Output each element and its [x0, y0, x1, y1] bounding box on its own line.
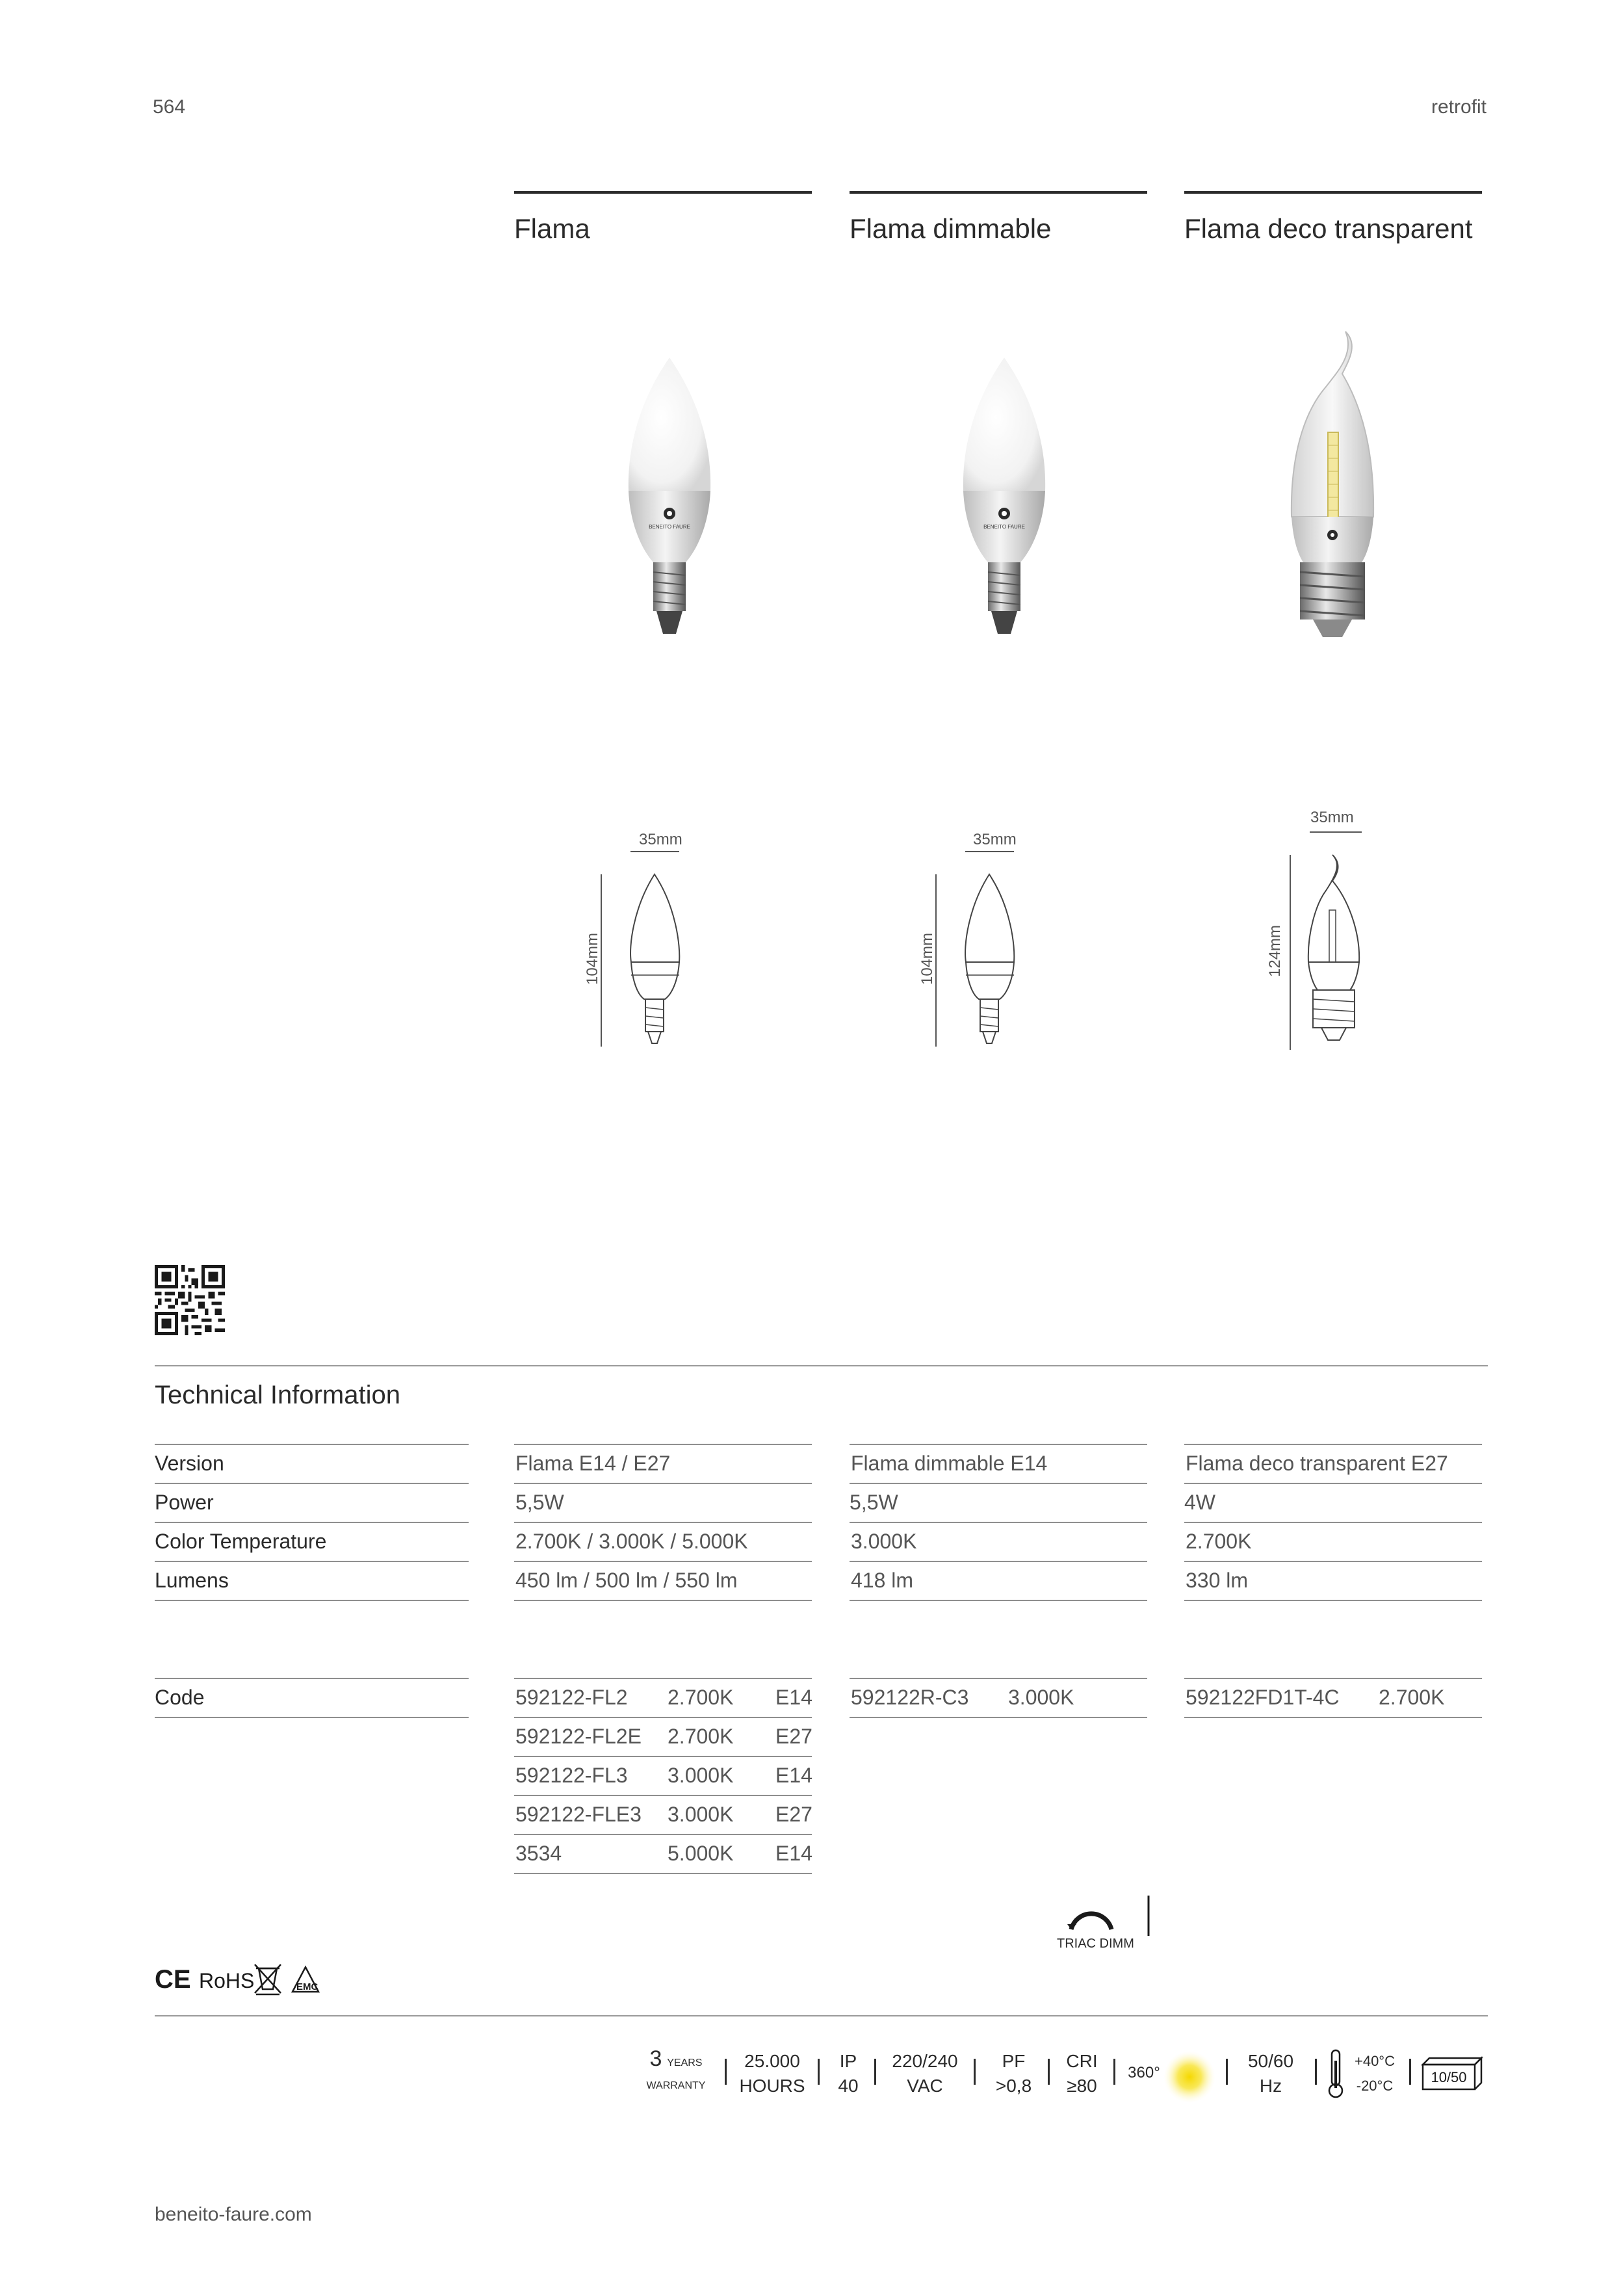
code-base: E27 [775, 1803, 812, 1826]
lumens-value: 330 lm [1186, 1569, 1249, 1592]
icon-separator [1409, 2059, 1411, 2085]
certification-icons [155, 1961, 330, 1997]
row-rule [1184, 1600, 1482, 1601]
row-rule [1184, 1522, 1482, 1523]
code-temp: 3.000K [1008, 1686, 1074, 1709]
row-rule [155, 1600, 469, 1601]
row-rule [514, 1795, 812, 1796]
icon-separator [1048, 2059, 1050, 2085]
product-photo-flama [621, 354, 718, 647]
weee-bin-icon [255, 1964, 281, 1994]
product-rule-1 [514, 191, 812, 194]
voltage-label: VAC [907, 2076, 943, 2096]
row-rule [850, 1444, 1147, 1445]
section-name: retrofit [1431, 96, 1487, 118]
lifetime-hours-icon [736, 2049, 808, 2098]
label-color-temp: Color Temperature [155, 1530, 327, 1553]
product-title-2: Flama dimmable [850, 213, 1052, 244]
code-cell: 592122-FL2 [515, 1686, 628, 1709]
code-temp: 5.000K [668, 1842, 734, 1865]
row-rule [850, 1600, 1147, 1601]
cri-icon [1054, 2049, 1110, 2098]
product-photo-flama-dimmable [955, 354, 1053, 647]
ip-rating-icon [829, 2049, 868, 2098]
code-base: E27 [775, 1725, 812, 1748]
product-rule-2 [850, 191, 1147, 194]
label-power: Power [155, 1491, 214, 1514]
voltage-icon [883, 2049, 967, 2098]
row-rule [514, 1561, 812, 1562]
code-temp: 3.000K [668, 1764, 734, 1787]
row-rule [155, 1444, 469, 1445]
dim-drawing-flama-deco [1277, 829, 1388, 1053]
code-cell: 592122-FLE3 [515, 1803, 642, 1826]
product-title-1: Flama [514, 213, 590, 244]
row-rule [850, 1717, 1147, 1718]
hours-label: HOURS [739, 2076, 805, 2096]
version-value: Flama E14 / E27 [515, 1452, 671, 1475]
cri-label: CRI [1066, 2051, 1098, 2071]
temp-min: -20°C [1356, 2078, 1394, 2094]
version-value: Flama deco transparent E27 [1186, 1452, 1448, 1475]
icon-separator [874, 2059, 876, 2085]
row-rule [514, 1873, 812, 1874]
ip-label: IP [839, 2051, 857, 2071]
row-rule [514, 1678, 812, 1679]
lumens-value: 418 lm [851, 1569, 914, 1592]
row-rule [1184, 1678, 1482, 1679]
label-code: Code [155, 1686, 205, 1709]
row-rule [514, 1600, 812, 1601]
icon-separator [1226, 2059, 1228, 2085]
frequency-icon [1235, 2049, 1306, 2098]
row-rule [850, 1483, 1147, 1484]
ip-value: 40 [838, 2076, 859, 2096]
dim-drawing-flama-dimmable [929, 848, 1040, 1050]
power-value: 5,5W [850, 1491, 898, 1514]
row-rule [155, 1483, 469, 1484]
dim-drawing-flama [595, 848, 705, 1050]
warranty-years: 3 [649, 2046, 662, 2071]
freq-label: Hz [1259, 2076, 1282, 2096]
dim-height-2: 104mm [918, 932, 936, 985]
section-title: Technical Information [155, 1381, 400, 1409]
dim-width-1: 35mm [639, 831, 682, 848]
icon-separator [725, 2059, 727, 2085]
row-rule [1184, 1717, 1482, 1718]
code-temp: 2.700K [668, 1725, 734, 1748]
row-rule [514, 1522, 812, 1523]
dim-height-1: 104mm [584, 932, 601, 985]
row-rule [514, 1483, 812, 1484]
freq-value: 50/60 [1247, 2051, 1294, 2071]
cri-value: ≥80 [1067, 2076, 1097, 2096]
pf-label: PF [1002, 2051, 1026, 2071]
website-link[interactable]: beneito-faure.com [155, 2204, 312, 2225]
icon-separator [1113, 2059, 1115, 2085]
row-rule [850, 1561, 1147, 1562]
page-number: 564 [153, 96, 186, 118]
row-rule [155, 1522, 469, 1523]
triac-dimm-icon [1053, 1892, 1150, 1950]
thermometer-icon [1326, 2048, 1345, 2100]
hours-value: 25.000 [744, 2051, 800, 2071]
code-base: E14 [775, 1764, 812, 1787]
code-temp: 3.000K [668, 1803, 734, 1826]
code-cell: 3534 [515, 1842, 562, 1865]
voltage-value: 220/240 [892, 2051, 958, 2071]
code-temp: 2.700K [668, 1686, 734, 1709]
qr-code[interactable] [155, 1265, 225, 1335]
packaging-box-icon [1420, 2054, 1485, 2093]
row-rule [155, 1678, 469, 1679]
power-factor-icon [983, 2049, 1045, 2098]
packaging-label: 10/50 [1431, 2069, 1467, 2085]
row-rule [514, 1756, 812, 1757]
power-value: 5,5W [515, 1491, 564, 1514]
label-version: Version [155, 1452, 224, 1475]
row-rule [850, 1678, 1147, 1679]
divider-icons [155, 2015, 1488, 2016]
row-rule [850, 1522, 1147, 1523]
row-rule [514, 1444, 812, 1445]
code-base: E14 [775, 1842, 812, 1865]
row-rule [514, 1834, 812, 1835]
code-cell: 592122-FL3 [515, 1764, 628, 1787]
power-value: 4W [1184, 1491, 1215, 1514]
light-glow-icon [1163, 2051, 1215, 2103]
dim-width-3: 35mm [1310, 809, 1354, 826]
emc-label: EMC [296, 1981, 318, 1992]
row-rule [1184, 1483, 1482, 1484]
label-lumens: Lumens [155, 1569, 229, 1592]
product-title-3: Flama deco transparent [1184, 213, 1473, 244]
product-rule-3 [1184, 191, 1482, 194]
icon-separator [974, 2059, 976, 2085]
brand-mark-2: BENEITO FAURE [983, 524, 1025, 530]
rohs-label: RoHS [199, 1969, 255, 1992]
operating-temp [1345, 2049, 1404, 2098]
color-temp-value: 2.700K [1186, 1530, 1252, 1553]
color-temp-value: 2.700K / 3.000K / 5.000K [515, 1530, 748, 1553]
dim-width-2: 35mm [973, 831, 1017, 848]
triac-dimm-label: TRIAC DIMM [1057, 1937, 1134, 1950]
code-cell: 592122-FL2E [515, 1725, 642, 1748]
product-photo-flama-deco [1277, 328, 1388, 647]
row-rule [1184, 1561, 1482, 1562]
row-rule [155, 1561, 469, 1562]
code-temp: 2.700K [1379, 1686, 1445, 1709]
dim-height-3: 124mm [1266, 924, 1284, 977]
beam-angle-value: 360° [1128, 2064, 1160, 2081]
pf-value: >0,8 [995, 2076, 1032, 2096]
temp-max: +40°C [1354, 2053, 1395, 2069]
code-cell: 592122R-C3 [851, 1686, 969, 1709]
color-temp-value: 3.000K [851, 1530, 917, 1553]
version-value: Flama dimmable E14 [851, 1452, 1048, 1475]
code-cell: 592122FD1T-4C [1186, 1686, 1340, 1709]
warranty-icon [640, 2046, 712, 2096]
warranty-unit: YEARS [667, 2057, 703, 2068]
divider-technical [155, 1365, 1488, 1366]
row-rule [1184, 1444, 1482, 1445]
brand-mark-1: BENEITO FAURE [649, 524, 690, 530]
lumens-value: 450 lm / 500 lm / 550 lm [515, 1569, 738, 1592]
code-base: E14 [775, 1686, 812, 1709]
row-rule [514, 1717, 812, 1718]
row-rule [155, 1717, 469, 1718]
warranty-label: WARRANTY [646, 2080, 706, 2091]
icon-separator [818, 2059, 820, 2085]
ce-mark-icon: CE [155, 1965, 191, 1994]
icon-separator [1315, 2059, 1317, 2085]
emc-icon [292, 1967, 318, 1992]
